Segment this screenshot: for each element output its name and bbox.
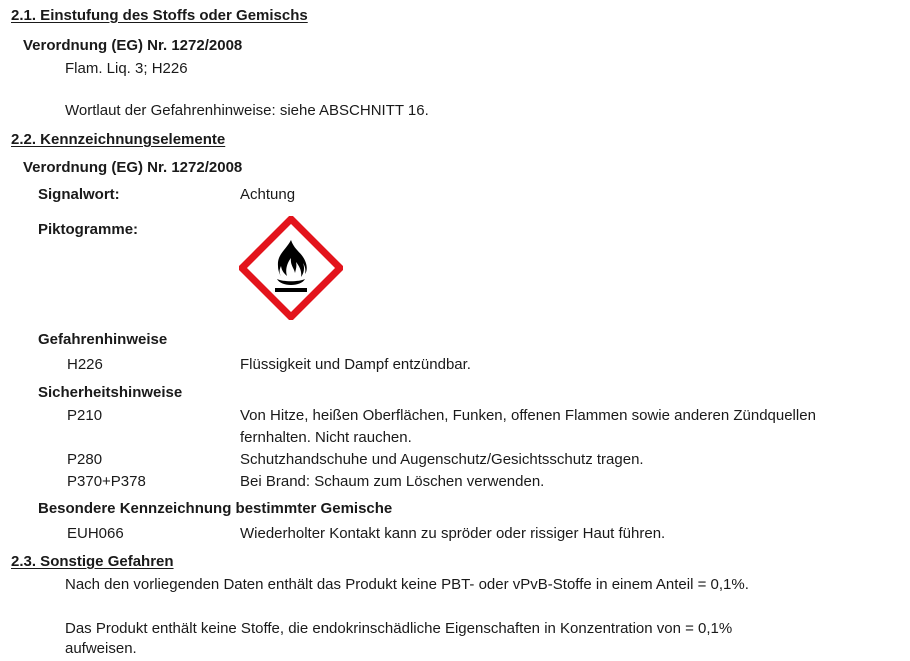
hazard-statements-label: Gefahrenhinweise (38, 331, 168, 348)
euh-code: EUH066 (67, 525, 124, 542)
special-labelling-label: Besondere Kennzeichnung bestimmter Gemische (38, 500, 393, 517)
flame-pictogram-icon (239, 216, 343, 320)
section-2-2-heading: 2.2. Kennzeichnungselemente (11, 131, 226, 148)
signal-word-value: Achtung (240, 186, 296, 203)
precaution-code: P210 (67, 407, 103, 424)
endocrine-text: Das Produkt enthält keine Stoffe, die endokrinschädliche Eigenschaften in Konzentration von = 0,1% (65, 620, 733, 637)
signal-word-label: Signalwort: (38, 186, 120, 203)
precaution-text: Von Hitze, heißen Oberflächen, Funken, offenen Flammen sowie anderen Zündquellen (240, 407, 816, 424)
hazard-code: H226 (67, 356, 103, 373)
regulation-title: Verordnung (EG) Nr. 1272/2008 (23, 159, 243, 176)
precaution-text-cont: fernhalten. Nicht rauchen. (240, 429, 412, 446)
classification-text: Flam. Liq. 3; H226 (65, 60, 188, 77)
pbt-text: Nach den vorliegenden Daten enthält das Produkt keine PBT- oder vPvB-Stoffe in einem Anteil = 0,1%. (65, 576, 749, 593)
section-2-1-heading: 2.1. Einstufung des Stoffs oder Gemischs (11, 7, 308, 24)
euh-text: Wiederholter Kontakt kann zu spröder oder rissiger Haut führen. (240, 525, 666, 542)
endocrine-text-cont: aufweisen. (65, 640, 137, 657)
precaution-code: P280 (67, 451, 103, 468)
pictograms-label: Piktogramme: (38, 221, 139, 238)
section-2-3-heading: 2.3. Sonstige Gefahren (11, 553, 174, 570)
hazard-text: Flüssigkeit und Dampf entzündbar. (240, 356, 471, 373)
regulation-title: Verordnung (EG) Nr. 1272/2008 (23, 37, 243, 54)
precaution-code: P370+P378 (67, 473, 146, 490)
wording-note: Wortlaut der Gefahrenhinweise: siehe ABSCHNITT 16. (65, 102, 429, 119)
precaution-text: Schutzhandschuhe und Augenschutz/Gesichtsschutz tragen. (240, 451, 644, 468)
precautionary-statements-label: Sicherheitshinweise (38, 384, 183, 401)
precaution-text: Bei Brand: Schaum zum Löschen verwenden. (240, 473, 545, 490)
